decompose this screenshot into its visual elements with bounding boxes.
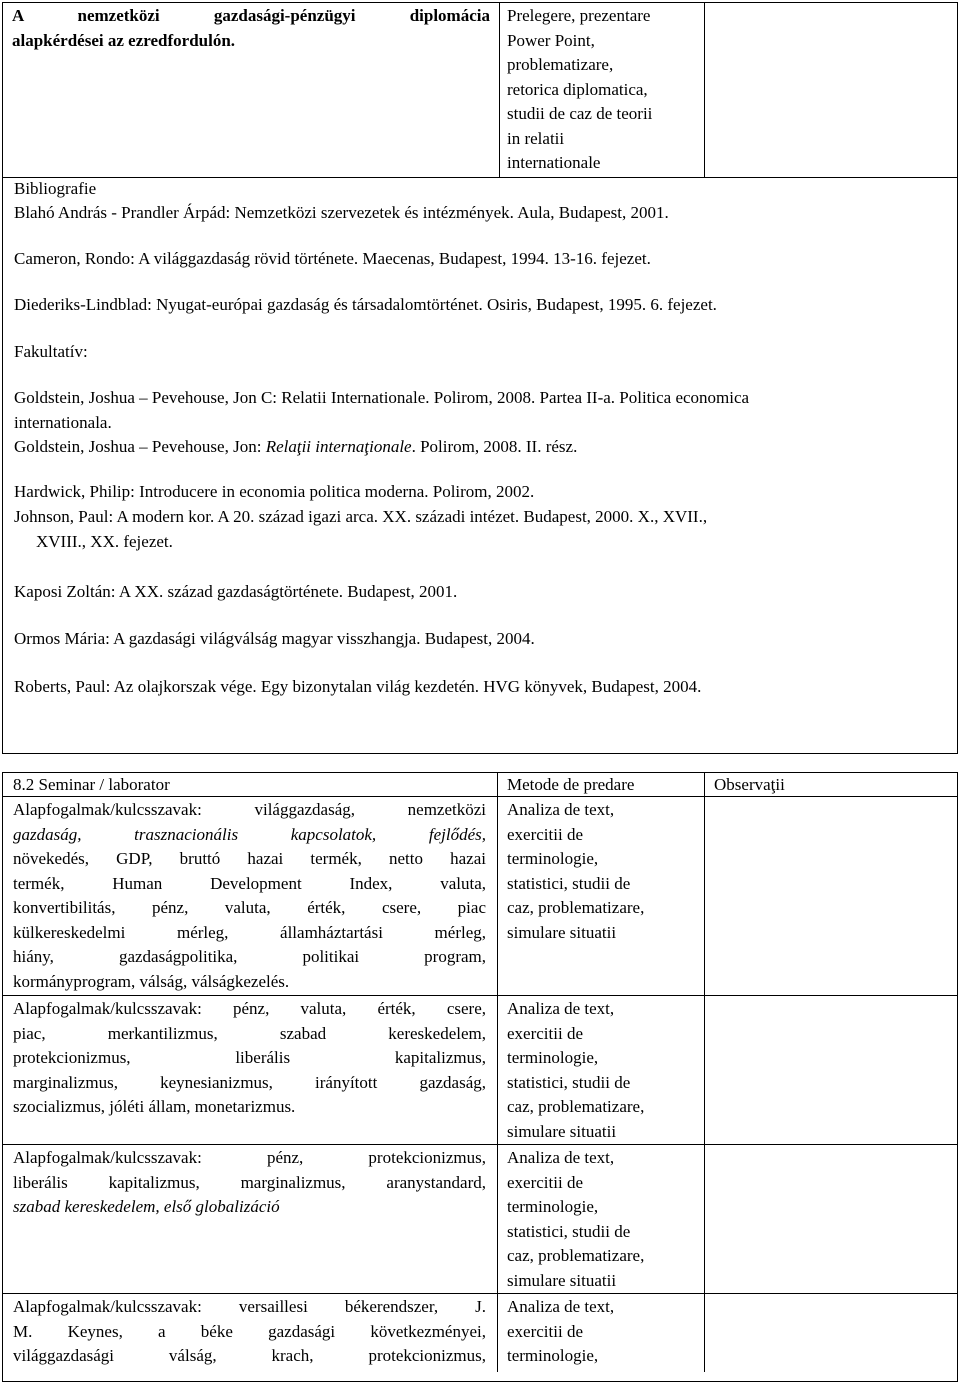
- seminar-header-title: 8.2 Seminar / laborator: [13, 775, 170, 794]
- seminar-row-divider: [2, 995, 958, 996]
- optional-item: Kaposi Zoltán: A XX. század gazdaságtörténete. Budapest, 2001.: [14, 582, 458, 601]
- method-line: Analiza de text,: [507, 1297, 615, 1316]
- topic-line: marginalizmus, keynesianizmus, irányított gazdaság,: [13, 1072, 486, 1092]
- bibliography-item: Cameron, Rondo: A világgazdaság rövid története. Maecenas, Budapest, 1994. 13-16. fejezet.: [14, 249, 651, 268]
- topic-title-line-2: alapkérdései az ezredfordulón.: [12, 30, 236, 50]
- method-line: internationale: [507, 153, 601, 172]
- bibliography-item: Blahó András - Prandler Árpád: Nemzetközi szervezetek és intézmények. Aula, Budapest, 2001.: [14, 203, 669, 222]
- optional-item-line: Goldstein, Joshua – Pevehouse, Jon C: Relatii Internationale. Polirom, 2008. Partea II-a. Politica economica: [14, 388, 750, 407]
- topic-line: szocializmus, jóléti állam, monetarizmus.: [13, 1097, 296, 1116]
- optional-heading: Fakultatív:: [14, 342, 88, 361]
- topic-line: M. Keynes, a béke gazdasági következményei,: [13, 1321, 486, 1341]
- topic-methods: [507, 4, 702, 176]
- seminar-row-divider: [2, 1293, 958, 1294]
- topic-line: külkereskedelmi mérleg, államháztartási mérleg,: [13, 922, 486, 942]
- bibliography-heading: Bibliografie: [14, 179, 97, 198]
- topic-line-italic: szabad kereskedelem, első globalizáció: [13, 1197, 280, 1216]
- topic-line: liberális kapitalizmus, marginalizmus, aranystandard,: [13, 1172, 486, 1192]
- topic-line: Alapfogalmak/kulcsszavak: világgazdaság, nemzetközi: [13, 800, 486, 819]
- topic-line: hiány, gazdaságpolitika, politikai program,: [13, 947, 486, 966]
- method-line: caz, problematizare,: [507, 1246, 645, 1265]
- topic-line: konvertibilitás, pénz, valuta, érték, csere, piac: [13, 898, 486, 917]
- method-line: Analiza de text,: [507, 999, 615, 1018]
- seminar-header-observations: Observaţii: [714, 775, 785, 794]
- topic-line: növekedés, GDP, bruttó hazai termék, netto hazai: [13, 849, 486, 868]
- method-line: studii de caz de teorii: [507, 104, 653, 123]
- method-line: caz, problematizare,: [507, 898, 645, 917]
- method-line: terminologie,: [507, 1048, 599, 1067]
- method-line: Analiza de text,: [507, 1148, 615, 1167]
- topic-line: piac, merkantilizmus, szabad kereskedelem,: [13, 1023, 486, 1043]
- method-line: exercitii de: [507, 1172, 583, 1192]
- top-row-divider: [2, 177, 958, 178]
- method-line: terminologie,: [507, 1346, 599, 1365]
- seminar-col-divider-2: [704, 772, 705, 1372]
- topic-line: Alapfogalmak/kulcsszavak: pénz, protekcionizmus,: [13, 1148, 486, 1167]
- method-line: exercitii de: [507, 1023, 583, 1043]
- seminar-col-divider-1: [497, 772, 498, 1372]
- seminar-row-4-topic: [13, 1295, 486, 1369]
- method-line: Power Point,: [507, 30, 595, 50]
- topic-line: kormányprogram, válság, válságkezelés.: [13, 971, 290, 991]
- topic-line-italic: gazdaság, trasznacionális kapcsolatok, fejlődés,: [13, 824, 486, 844]
- seminar-row-2-topic: [13, 997, 486, 1120]
- method-line: simulare situatii: [507, 1270, 617, 1290]
- seminar-row-divider: [2, 1144, 958, 1145]
- topic-title-line-1: A nemzetközi gazdasági-pénzügyi diplomácia: [12, 6, 490, 25]
- method-line: caz, problematizare,: [507, 1097, 645, 1116]
- method-line: problematizare,: [507, 55, 614, 74]
- optional-item: Hardwick, Philip: Introducere in economia politica moderna. Polirom, 2002.: [14, 482, 535, 501]
- method-line: simulare situatii: [507, 1121, 617, 1141]
- seminar-row-1-methods: [507, 798, 702, 945]
- optional-item-line: Johnson, Paul: A modern kor. A 20. század igazi arca. XX. századi intézet. Budapest, 2000. X., XVII.,: [14, 507, 708, 526]
- optional-item-italic-title: Relaţii internaţionale: [265, 437, 412, 456]
- optional-item-text: . Polirom, 2008. II. rész.: [411, 437, 578, 456]
- method-line: Analiza de text,: [507, 800, 615, 819]
- optional-item: [14, 505, 707, 554]
- method-line: simulare situatii: [507, 922, 617, 942]
- seminar-row-4-methods: [507, 1295, 702, 1369]
- optional-item: [14, 386, 749, 435]
- optional-item: [14, 435, 577, 460]
- optional-item-line: XVIII., XX. fejezet.: [36, 531, 173, 551]
- seminar-header-methods: Metode de predare: [507, 775, 635, 794]
- optional-item-text: Goldstein, Joshua – Pevehouse, Jon:: [14, 437, 266, 456]
- optional-item: Ormos Mária: A gazdasági világválság magyar visszhangja. Budapest, 2004.: [14, 629, 535, 648]
- method-line: Prelegere, prezentare: [507, 6, 651, 25]
- top-col-divider-2: [704, 2, 705, 178]
- optional-item: Roberts, Paul: Az olajkorszak vége. Egy bizonytalan világ kezdetén. HVG könyvek, Budapest, 2004.: [14, 677, 702, 696]
- method-line: retorica diplomatica,: [507, 79, 648, 99]
- seminar-row-1-topic: [13, 798, 486, 994]
- topic-line: Alapfogalmak/kulcsszavak: pénz, valuta, érték, csere,: [13, 999, 486, 1018]
- seminar-row-3-topic: [13, 1146, 486, 1220]
- seminar-row-3-methods: [507, 1146, 702, 1293]
- topic-line: termék, Human Development Index, valuta,: [13, 873, 486, 893]
- method-line: exercitii de: [507, 1321, 583, 1341]
- method-line: terminologie,: [507, 1197, 599, 1216]
- bibliography-item: Diederiks-Lindblad: Nyugat-európai gazdaság és társadalomtörténet. Osiris, Budapest, 1995. 6. fejezet.: [14, 295, 717, 314]
- top-col-divider-1: [499, 2, 500, 178]
- method-line: statistici, studii de: [507, 873, 631, 893]
- method-line: terminologie,: [507, 849, 599, 868]
- method-line: exercitii de: [507, 824, 583, 844]
- method-line: statistici, studii de: [507, 1221, 631, 1241]
- method-line: in relatii: [507, 128, 565, 148]
- topic-line: protekcionizmus, liberális kapitalizmus,: [13, 1048, 486, 1067]
- method-line: statistici, studii de: [507, 1072, 631, 1092]
- topic-line: Alapfogalmak/kulcsszavak: versaillesi békerendszer, J.: [13, 1297, 486, 1316]
- topic-title: [12, 4, 490, 53]
- optional-item-line: internationala.: [14, 412, 112, 432]
- seminar-row-2-methods: [507, 997, 702, 1144]
- topic-line: világgazdasági válság, krach, protekcionizmus,: [13, 1346, 486, 1365]
